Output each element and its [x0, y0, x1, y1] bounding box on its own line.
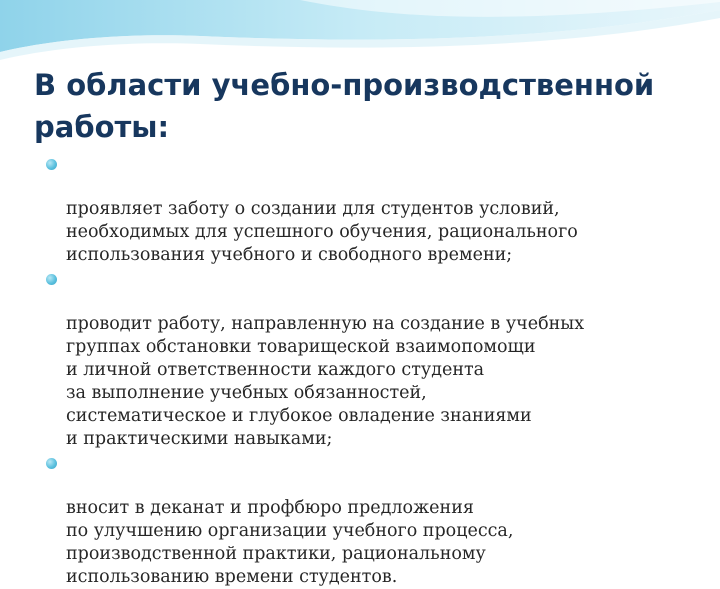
- bullet-list: [46, 152, 710, 589]
- bullet-text: проявляет заботу о создании для студентов условий, необходимых для успешного обучения, рационального использования учебного и свободного времени;: [66, 199, 578, 265]
- bullet-text: вносит в деканат и профбюро предложения по улучшению организации учебного процесса, производственной практики, рациональному использованию времени студентов.: [66, 498, 514, 587]
- bullet-item: [46, 451, 710, 589]
- bullet-icon: [46, 274, 57, 285]
- slide-title: В области учебно-производственной работы:: [34, 68, 655, 144]
- bullet-icon: [46, 159, 57, 170]
- bullet-item: [46, 152, 710, 267]
- bullet-text: проводит работу, направленную на создание в учебных группах обстановки товарищеской взаимопомощи и личной ответственности каждого студента за выполнение учебных обязанностей, систематическое и глубокое овладение знаниями и практическими навыками;: [66, 314, 585, 449]
- bullet-item: [46, 267, 710, 451]
- bullet-icon: [46, 458, 57, 469]
